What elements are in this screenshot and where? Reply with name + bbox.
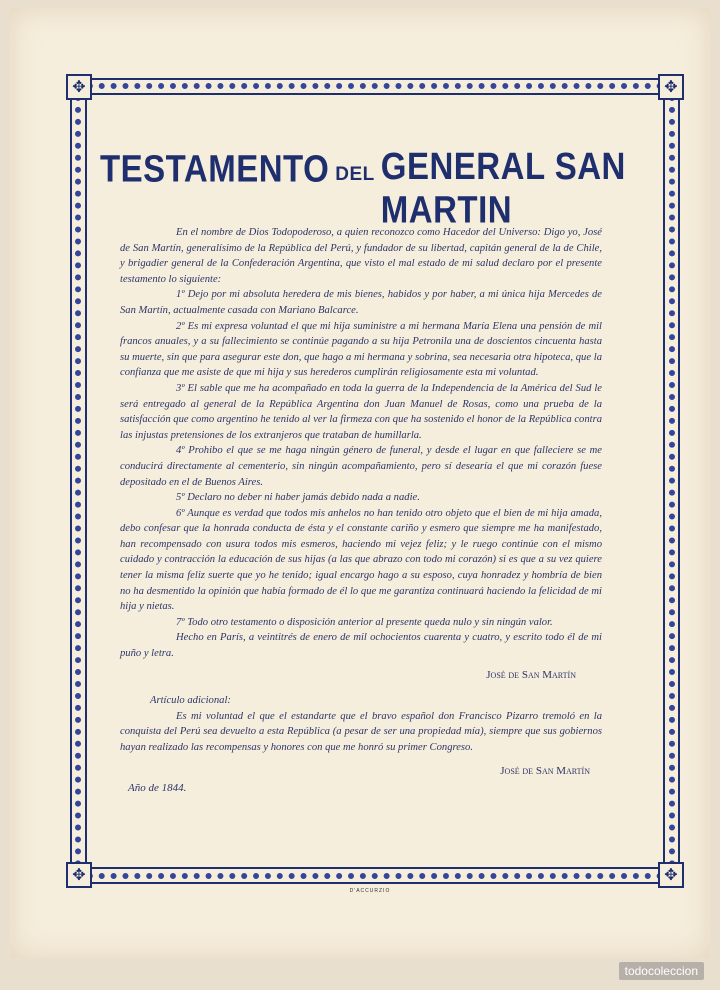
paragraph-clause-7: 7º Todo otro testamento o disposición anterior al presente queda nulo y sin ningún valor. (176, 616, 553, 628)
title-part-1: TESTAMENTO (100, 147, 330, 190)
paragraph-clause-1: 1º Dejo por mi absoluta heredera de mis bienes, habidos y por haber, a mi única hija Mercedes de San Martín, actualmente casada con Mariano Balcarce. (120, 289, 602, 316)
paragraph-clause-6: 6º Aunque es verdad que todos mis anhelos no han tenido otro objeto que el bien de mi hija amada, debo confesar que la honrada conducta de ésta y el constante cariño y esmero que siempre me ha manifestado, han recompensado con usura todos mis esmeros, haciendo mi vejez feliz; y le ruego continúe con el mismo cuidado y contracción la educación de sus hijas (a las que abrazo con todo mi corazón) si es que a su vez quiere tener la misma feliz suerte que yo he tenido; igual encargo hago a su esposo, cuya honradez y hombría de bien no ha desmentido la opinión que había formado de él lo que me garantiza continuará haciendo la felicidad de mi hija y nietas. (120, 507, 602, 613)
document-year: Año de 1844. (128, 782, 187, 795)
fleuron-icon: ✥ (66, 862, 92, 888)
signature: José de San Martín (486, 668, 576, 681)
signature-2: José de San Martín (500, 764, 590, 777)
testament-body (120, 225, 602, 797)
additional-article-text: Es mi voluntad el que el estandarte que el bravo español don Francisco Pizarro tremoló en la conquista del Perú sea devuelto a esta República (a pesar de ser una propiedad mía), siempre que sus gobiernos hayan realizado las recompensas y honores con que me honró su primer Congreso. (120, 710, 602, 753)
title-part-2: GENERAL SAN MARTIN (380, 144, 626, 231)
paragraph-clause-3: 3º El sable que me ha acompañado en toda la guerra de la Independencia de la América del Sud le será entregado al general de la República Argentina don Juan Manuel de Rosas, como una prueba de la satisfacción que como argentino he tenido al ver la firmeza con que ha sostenido el honor de la República contra las injustas pretensiones de los extranjeros que trataban de humillarla. (120, 382, 602, 441)
additional-article-heading: Artículo adicional: (150, 695, 231, 707)
paragraph-clause-5: 5º Declaro no deber ni haber jamás debido nada a nadie. (176, 492, 420, 504)
paragraph-dated: Hecho en París, a veintitrés de enero de mil ochocientos cuarenta y cuatro, y escrito todo él de mi puño y letra. (120, 632, 602, 660)
watermark: todocoleccion (619, 962, 704, 980)
fleuron-icon: ✥ (658, 74, 684, 100)
paragraph-clause-4: 4º Prohibo el que se me haga ningún género de funeral, y desde el lugar en que falleciere se me conducirá directamente al cementerio, sin ningún acompañamiento, pero sí desearía el que mi corazón fuese depositado en el de Buenos Aires. (120, 445, 602, 488)
paragraph-clause-2: 2º Es mi expresa voluntad el que mi hija suministre a mi hermana María Elena una pensión de mil francos anuales, y a su fallecimiento se continúe pagando a su hija Petronila una de doscientos cincuenta hasta su muerte, sin que para asegurar este don, que hago a mi hermana y sobrina, sea necesaria otra hipoteca, que la confianza que me asiste de que mi hija y sus herederos cumplirán religiosamente esta mi voluntad. (120, 320, 602, 379)
title-connector: DEL (335, 164, 375, 185)
fleuron-icon: ✥ (66, 74, 92, 100)
fleuron-icon: ✥ (658, 862, 684, 888)
printer-mark: D'ACCURZIO (349, 888, 391, 894)
paragraph-intro: En el nombre de Dios Todopoderoso, a quien reconozco como Hacedor del Universo: Digo yo, José de San Martín, generalísimo de la República del Perú, y fundador de su libertad, capitán general de la de Chile, y brigadier general de la Confederación Argentina, que visto el mal estado de mi salud declaro por el presente testamento lo siguiente: (120, 227, 602, 285)
document-title (100, 144, 650, 231)
